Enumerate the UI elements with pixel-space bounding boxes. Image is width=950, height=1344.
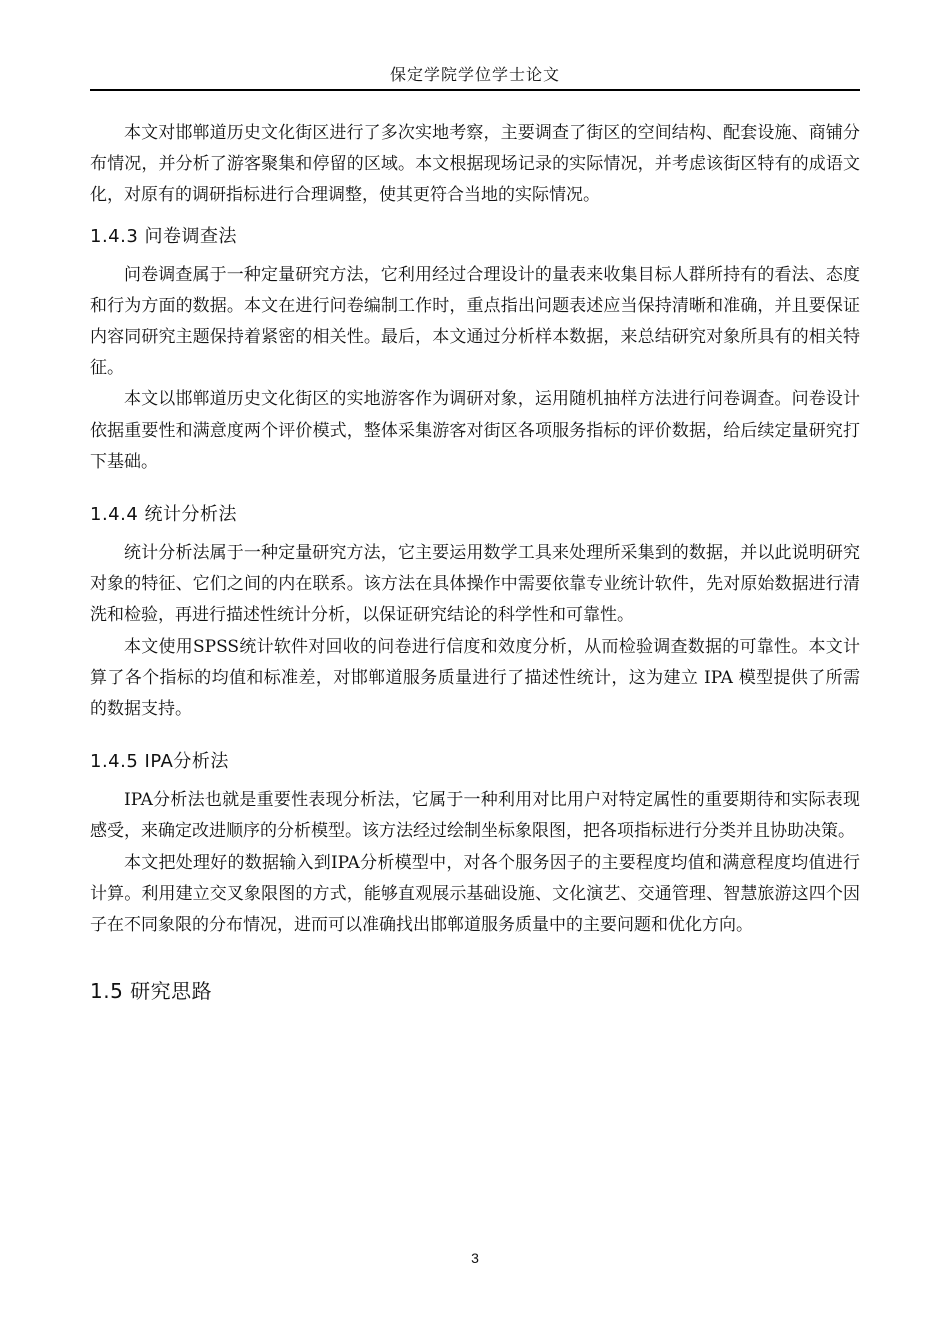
intro-paragraph: 本文对邯郸道历史文化街区进行了多次实地考察，主要调查了街区的空间结构、配套设施、商铺分布情况，并分析了游客聚集和停留的区域。本文根据现场记录的实际情况，并考虑该街区特有的成语文化，对原有的调研指标进行合理调整，使其更符合当地的实际情况。: [90, 123, 860, 206]
paragraph-ipa-1: IPA分析法也就是重要性表现分析法，它属于一种利用对比用户对特定属性的重要期待和实际表现感受，来确定改进顺序的分析模型。该方法经过绘制坐标象限图，把各项指标进行分类并且协助决策。: [90, 790, 860, 842]
paragraph-statistics-2: 本文使用SPSS统计软件对回收的问卷进行信度和效度分析，从而检验调查数据的可靠性。本文计算了各个指标的均值和标准差，对邯郸道服务质量进行了描述性统计，这为建立 IPA 模型提供了所需的数据支持。: [90, 636, 860, 720]
paragraph-questionnaire-2: 本文以邯郸道历史文化街区的实地游客作为调研对象，运用随机抽样方法进行问卷调查。问卷设计依据重要性和满意度两个评价模式，整体采集游客对街区各项服务指标的评价数据，给后续定量研究打下基础。: [90, 389, 860, 472]
section-heading-1-4-3: 1.4.3 问卷调查法: [90, 225, 238, 247]
page-body: [90, 118, 860, 1005]
paragraph-statistics-1: 统计分析法属于一种定量研究方法，它主要运用数学工具来处理所采集到的数据，并以此说明研究对象的特征、它们之间的内在联系。该方法在具体操作中需要依靠专业统计软件，先对原始数据进行清洗和检验，再进行描述性统计分析，以保证研究结论的科学性和可靠性。: [90, 543, 860, 626]
paragraph-ipa-2: 本文把处理好的数据输入到IPA分析模型中，对各个服务因子的主要程度均值和满意程度均值进行计算。利用建立交叉象限图的方式，能够直观展示基础设施、文化演艺、交通管理、智慧旅游这四个因子在不同象限的分布情况，进而可以准确找出邯郸道服务质量中的主要问题和优化方向。: [90, 852, 860, 936]
running-header: 保定学院学位学士论文: [389, 65, 560, 84]
section-heading-1-4-4: 1.4.4 统计分析法: [90, 504, 238, 526]
header-rule: [90, 89, 860, 91]
page-number: 3: [471, 1250, 479, 1266]
paragraph-questionnaire-1: 问卷调查属于一种定量研究方法，它利用经过合理设计的量表来收集目标人群所持有的看法、态度和行为方面的数据。本文在进行问卷编制工作时，重点指出问题表述应当保持清晰和准确，并且要保证内容同研究主题保持着紧密的相关性。最后，本文通过分析样本数据，来总结研究对象所具有的相关特征。: [90, 264, 860, 379]
section-heading-1-4-5: 1.4.5 IPA分析法: [90, 751, 229, 773]
section-heading-1-5: 1.5 研究思路: [90, 979, 213, 1004]
